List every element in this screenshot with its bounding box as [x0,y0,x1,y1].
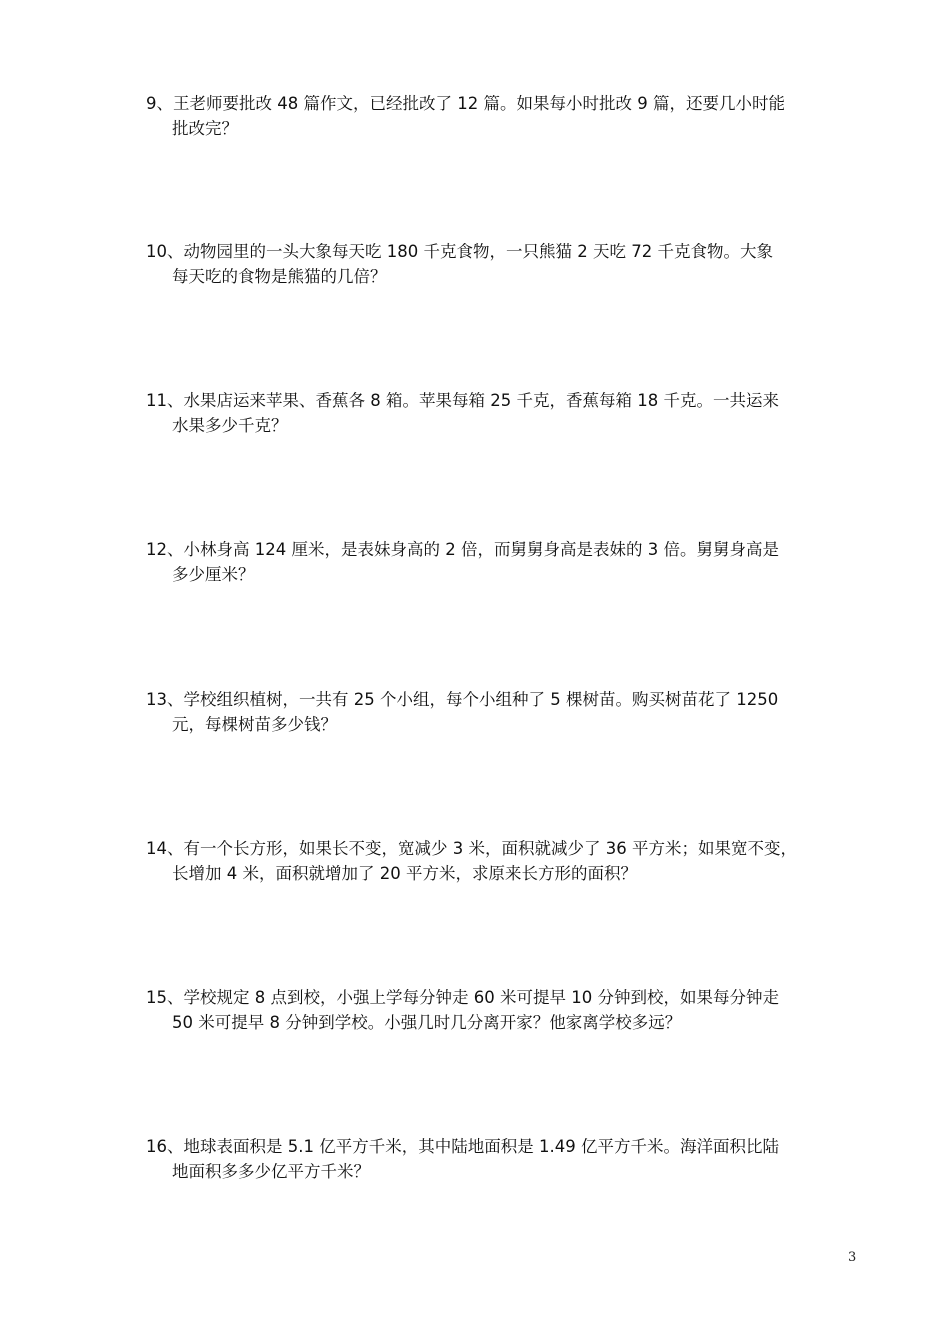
problem-text-continuation: 长增加 4 米，面积就增加了 20 平方米，求原来长方形的面积？ [172,864,637,883]
problem-text-line: 12、小林身高 124 厘米，是表妹身高的 2 倍，而舅舅身高是表妹的 3 倍。舅舅身高是 [146,540,779,559]
problem-11 [146,388,862,438]
problem-14 [146,836,862,886]
problem-text-continuation: 每天吃的食物是熊猫的几倍？ [172,267,387,286]
problem-text-line: 16、地球表面积是 5.1 亿平方千米，其中陆地面积是 1.49 亿平方千米。海洋面积比陆 [146,1137,779,1156]
problem-text-line: 13、学校组织植树，一共有 25 个小组，每个小组种了 5 棵树苗。购买树苗花了 1250 [146,690,779,709]
problem-9 [146,91,862,141]
problem-text-line: 11、水果店运来苹果、香蕉各 8 箱。苹果每箱 25 千克，香蕉每箱 18 千克。一共运来 [146,391,779,410]
problem-text-continuation: 50 米可提早 8 分钟到学校。小强几时几分离开家？他家离学校多远？ [172,1013,682,1032]
problem-text-line: 9、王老师要批改 48 篇作文，已经批改了 12 篇。如果每小时批改 9 篇，还要几小时能 [146,94,785,113]
page-number: 3 [848,1250,857,1265]
problem-text-line: 15、学校规定 8 点到校，小强上学每分钟走 60 米可提早 10 分钟到校，如果每分钟走 [146,988,779,1007]
problem-13 [146,687,862,737]
problem-text-continuation: 多少厘米？ [172,565,255,584]
problem-text-continuation: 地面积多多少亿平方千米？ [172,1162,370,1181]
problem-text-continuation: 元，每棵树苗多少钱？ [172,715,337,734]
problem-text-line: 10、动物园里的一头大象每天吃 180 千克食物，一只熊猫 2 天吃 72 千克食物。大象 [146,242,773,261]
problem-12 [146,537,862,587]
problem-16 [146,1134,862,1184]
problem-text-continuation: 批改完？ [172,119,238,138]
problem-10 [146,239,862,289]
problem-text-line: 14、有一个长方形，如果长不变，宽减少 3 米，面积就减少了 36 平方米；如果宽不变， [146,839,797,858]
problem-15 [146,985,862,1035]
problem-text-continuation: 水果多少千克？ [172,416,288,435]
